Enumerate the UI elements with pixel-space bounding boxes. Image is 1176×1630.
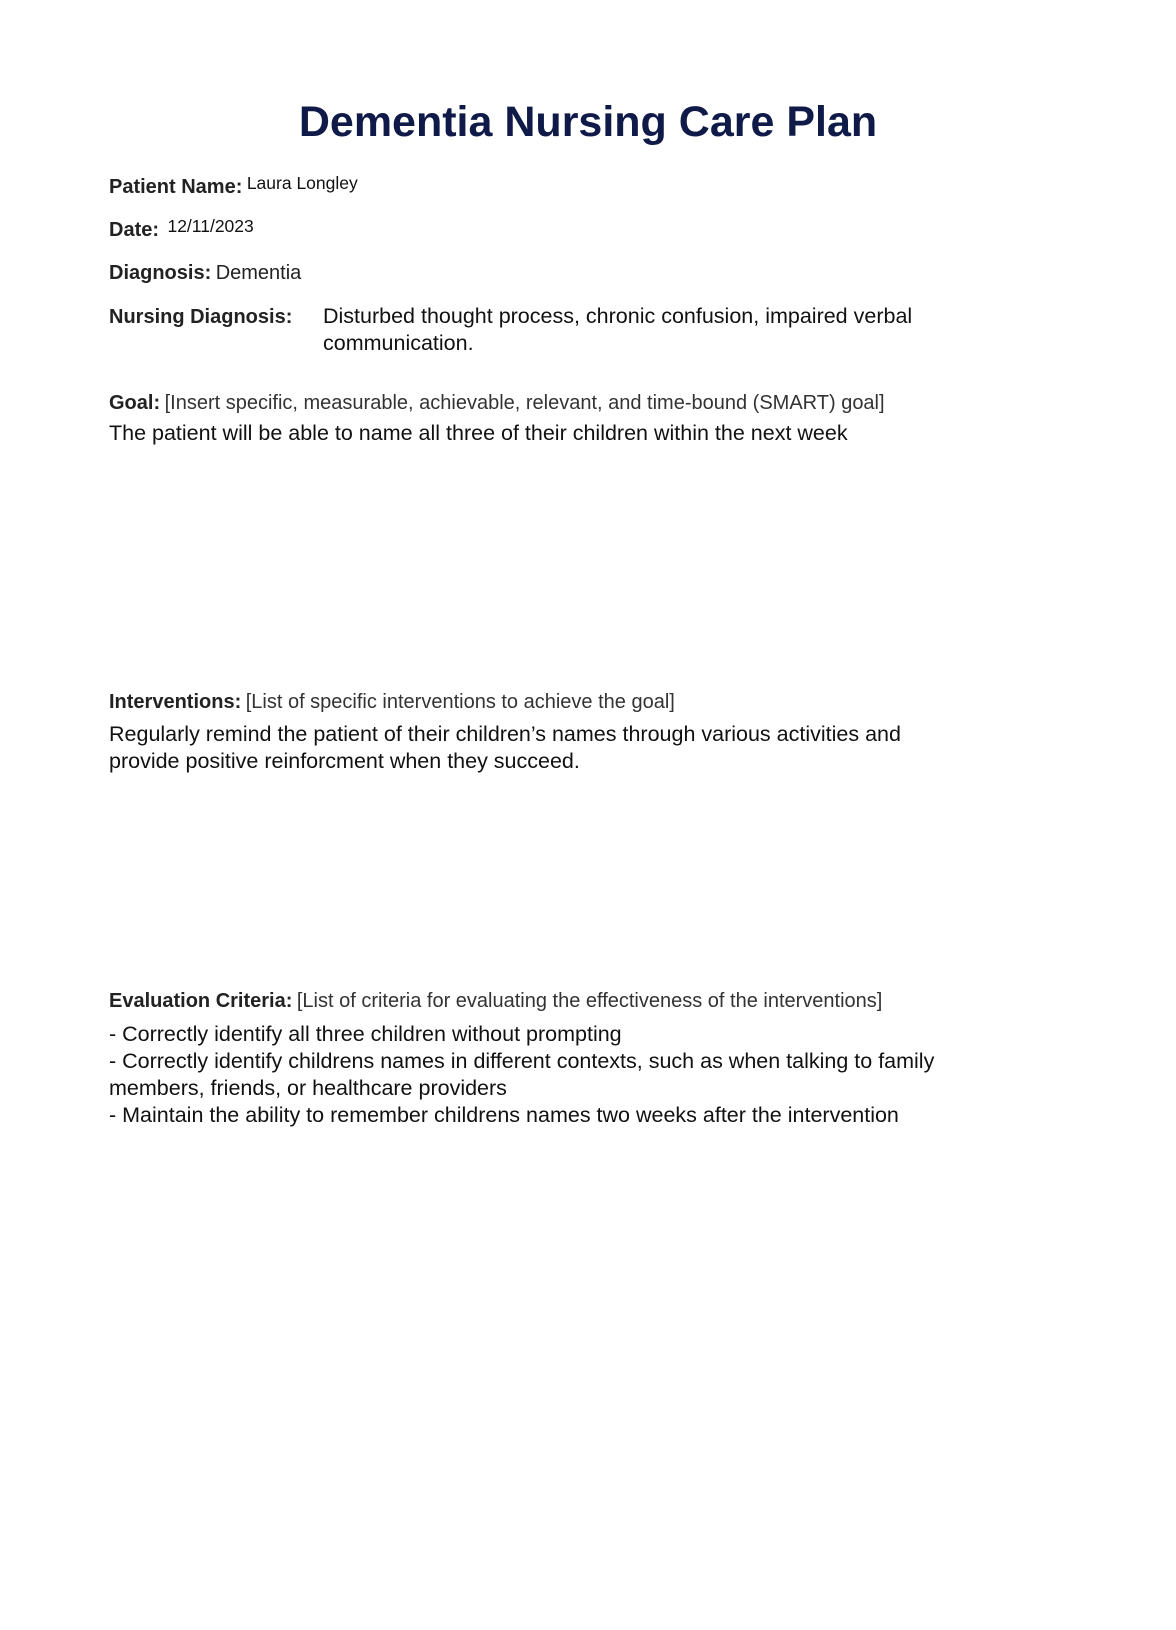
- interventions-hint: [List of specific interventions to achieve the goal]: [245, 691, 675, 713]
- goal-text: The patient will be able to name all three of their children within the next week: [109, 421, 848, 445]
- text-line: provide positive reinforcment when they succeed.: [109, 749, 580, 773]
- goal-section: [109, 392, 885, 415]
- diagnosis-field: [109, 262, 301, 285]
- page-title: Dementia Nursing Care Plan: [298, 98, 878, 146]
- interventions-section: [109, 691, 675, 714]
- goal-label: Goal:: [109, 392, 161, 414]
- list-item: members, friends, or healthcare providers: [109, 1076, 507, 1100]
- goal-hint: [Insert specific, measurable, achievable, relevant, and time-bound (SMART) goal]: [164, 392, 885, 414]
- interventions-label: Interventions:: [109, 691, 242, 713]
- evaluation-hint: [List of criteria for evaluating the effectiveness of the interventions]: [296, 990, 883, 1012]
- date-field: [109, 216, 254, 242]
- text-line: communication.: [323, 331, 474, 355]
- nursing-diagnosis-value: [323, 303, 912, 357]
- date-label: Date:: [109, 219, 160, 241]
- nursing-diagnosis-label: Nursing Diagnosis:: [109, 306, 293, 328]
- patient-name-field: [109, 173, 358, 199]
- list-item: - Correctly identify all three children without prompting: [109, 1022, 622, 1046]
- list-item: - Maintain the ability to remember childrens names two weeks after the intervention: [109, 1103, 899, 1127]
- text-line: Regularly remind the patient of their children’s names through various activities and: [109, 722, 901, 746]
- diagnosis-value: Dementia: [215, 262, 302, 284]
- patient-name-label: Patient Name:: [109, 176, 243, 198]
- evaluation-section: [109, 990, 882, 1013]
- evaluation-label: Evaluation Criteria:: [109, 990, 293, 1012]
- date-value: 12/11/2023: [167, 216, 254, 236]
- diagnosis-label: Diagnosis:: [109, 262, 212, 284]
- patient-name-value: Laura Longley: [246, 173, 358, 193]
- evaluation-criteria-list: [109, 1021, 934, 1129]
- interventions-text: [109, 721, 901, 775]
- list-item: - Correctly identify childrens names in different contexts, such as when talking to family: [109, 1049, 935, 1073]
- nursing-diagnosis-field: [109, 306, 292, 329]
- text-line: Disturbed thought process, chronic confusion, impaired verbal: [323, 304, 913, 328]
